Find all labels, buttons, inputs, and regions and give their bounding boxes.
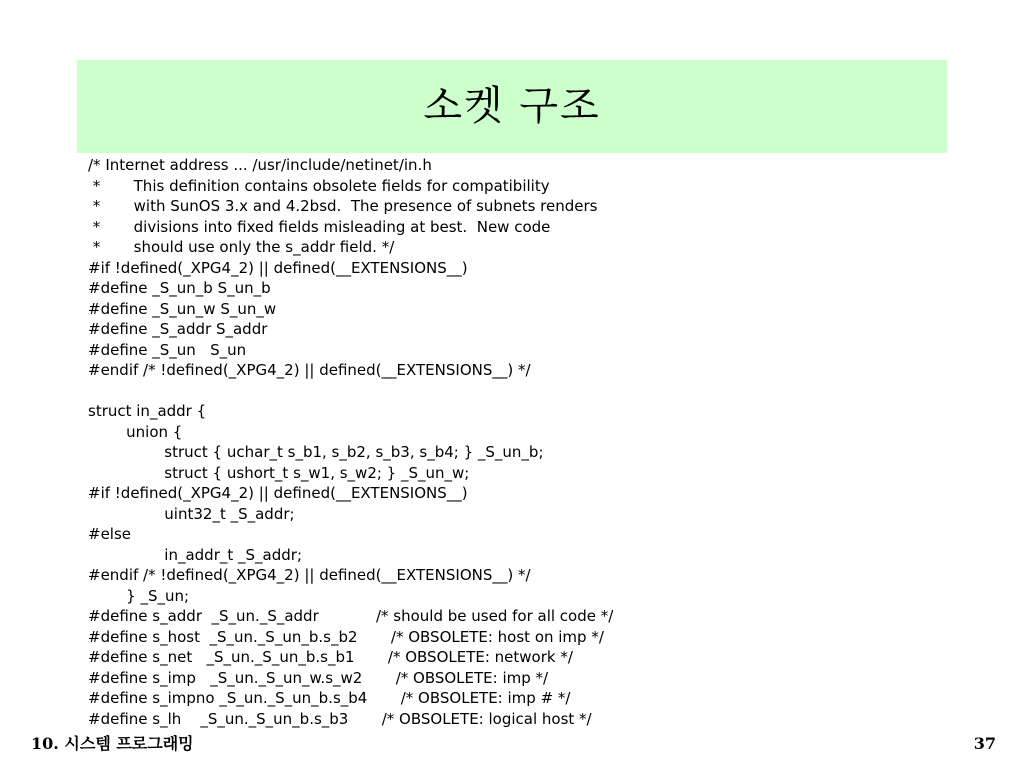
code-line: in_addr_t _S_addr; xyxy=(88,546,302,564)
code-line: #if !defined(_XPG4_2) || defined(__EXTENSIONS__) xyxy=(88,259,468,277)
page-number: 37 xyxy=(973,734,996,753)
code-line: #endif /* !defined(_XPG4_2) || defined(__EXTENSIONS__) */ xyxy=(88,361,531,379)
code-line: union { xyxy=(88,423,183,441)
code-line: * should use only the s_addr field. */ xyxy=(88,238,395,256)
code-line: struct { uchar_t s_b1, s_b2, s_b3, s_b4; } _S_un_b; xyxy=(88,443,544,461)
code-line: #define _S_addr S_addr xyxy=(88,320,268,338)
code-line: #define s_imp _S_un._S_un_w.s_w2 /* OBSOLETE: imp */ xyxy=(88,669,549,687)
code-line: #define s_impno _S_un._S_un_b.s_b4 /* OBSOLETE: imp # */ xyxy=(88,689,571,707)
code-line: #if !defined(_XPG4_2) || defined(__EXTENSIONS__) xyxy=(88,484,468,502)
code-line: #define s_addr _S_un._S_addr /* should be used for all code */ xyxy=(88,607,614,625)
code-line: struct { ushort_t s_w1, s_w2; } _S_un_w; xyxy=(88,464,470,482)
code-line: } _S_un; xyxy=(88,587,190,605)
title-band xyxy=(77,60,947,153)
code-line: #else xyxy=(88,525,132,543)
code-line: #define s_net _S_un._S_un_b.s_b1 /* OBSOLETE: network */ xyxy=(88,648,573,666)
code-line: struct in_addr { xyxy=(88,402,207,420)
footer-chapter: 10. 시스템 프로그래밍 xyxy=(31,734,194,753)
code-line: * divisions into fixed fields misleading at best. New code xyxy=(88,218,551,236)
code-line: #define _S_un_b S_un_b xyxy=(88,279,271,297)
code-line: #define s_lh _S_un._S_un_b.s_b3 /* OBSOLETE: logical host */ xyxy=(88,710,592,728)
code-line: #define s_host _S_un._S_un_b.s_b2 /* OBSOLETE: host on imp */ xyxy=(88,628,604,646)
code-line: uint32_t _S_addr; xyxy=(88,505,295,523)
code-line: * with SunOS 3.x and 4.2bsd. The presence of subnets renders xyxy=(88,197,598,215)
slide-title: 소켓 구조 xyxy=(423,83,601,129)
code-line: #define _S_un S_un xyxy=(88,341,247,359)
code-block xyxy=(88,155,1008,733)
code-line: #endif /* !defined(_XPG4_2) || defined(__EXTENSIONS__) */ xyxy=(88,566,531,584)
code-line: /* Internet address ... /usr/include/netinet/in.h xyxy=(88,156,432,174)
code-line: #define _S_un_w S_un_w xyxy=(88,300,277,318)
code-line: * This definition contains obsolete fields for compatibility xyxy=(88,177,550,195)
